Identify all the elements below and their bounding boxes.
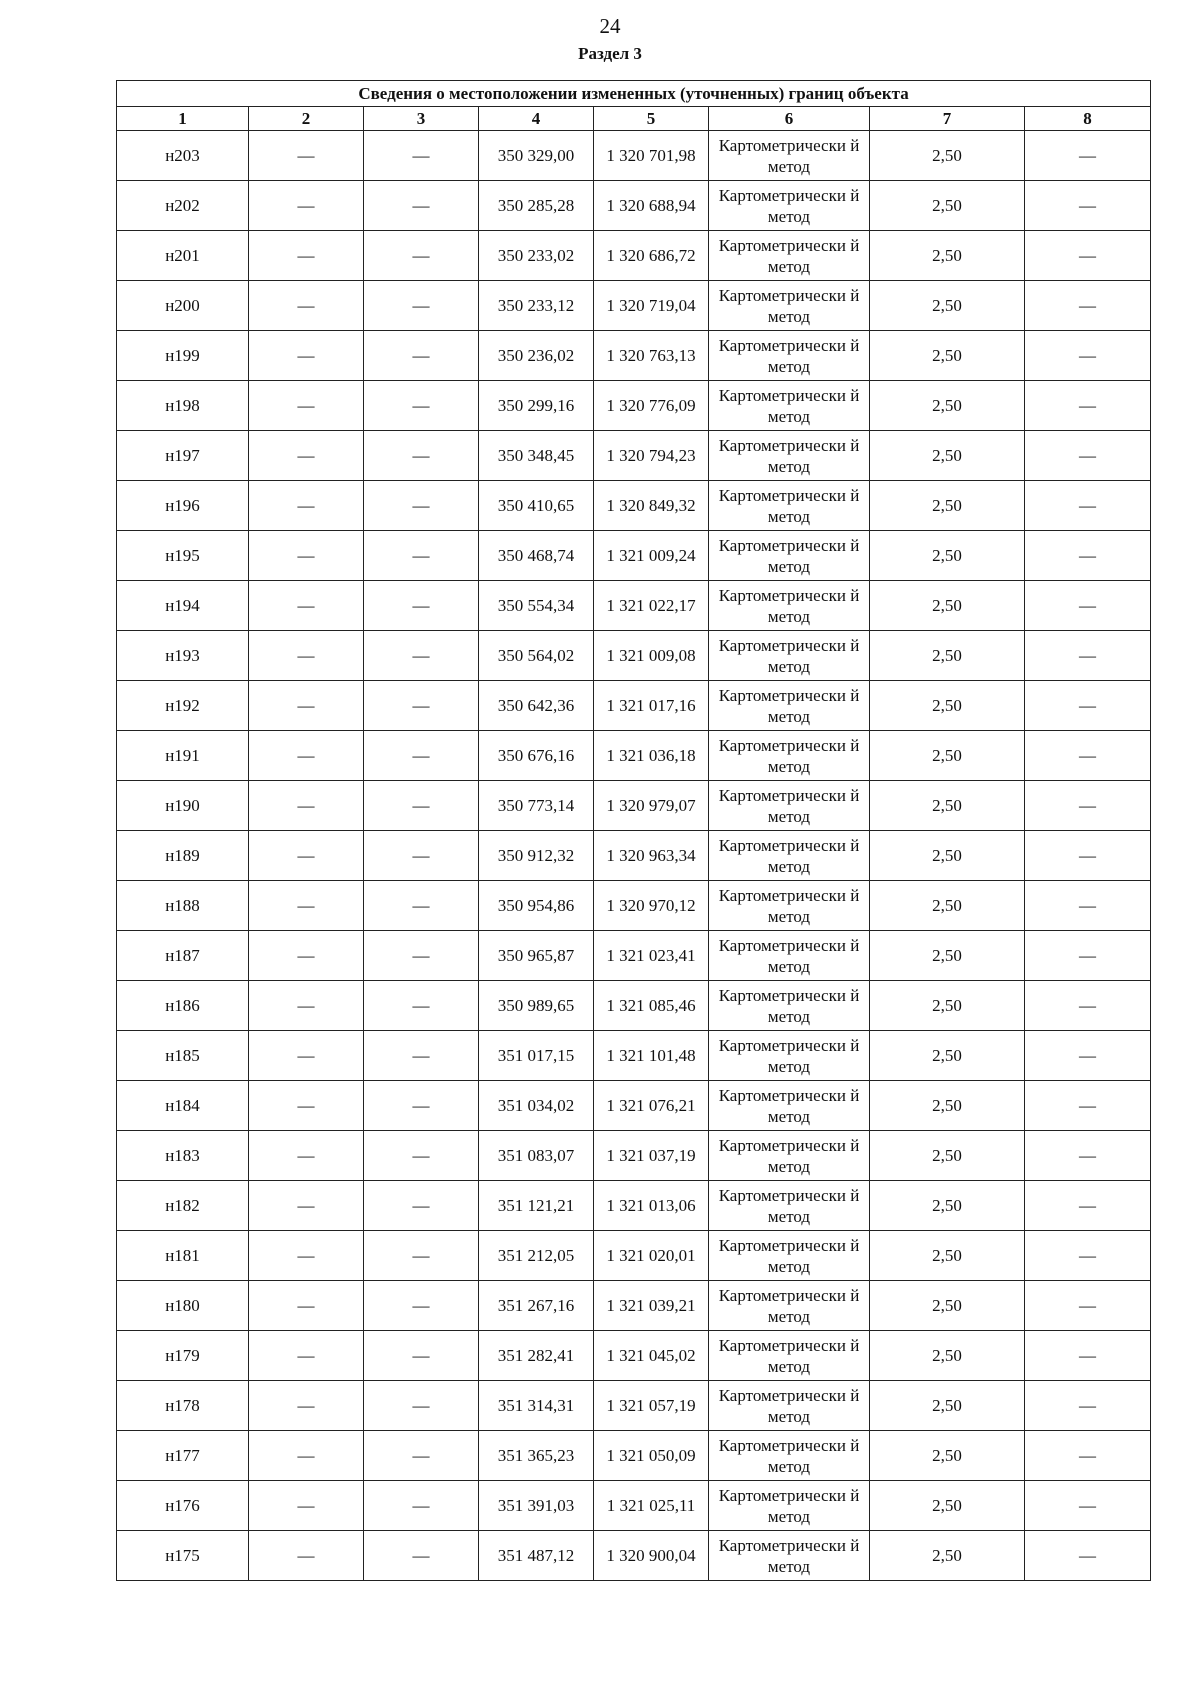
cell-col-2: — xyxy=(249,381,364,431)
cell-x-coordinate: 351 365,23 xyxy=(479,1431,594,1481)
cell-method: Картометрически й метод xyxy=(709,181,870,231)
cell-method: Картометрически й метод xyxy=(709,731,870,781)
cell-y-coordinate: 1 320 849,32 xyxy=(594,481,709,531)
cell-x-coordinate: 351 017,15 xyxy=(479,1031,594,1081)
cell-col-3: — xyxy=(364,1431,479,1481)
cell-accuracy: 2,50 xyxy=(870,831,1025,881)
cell-col-2: — xyxy=(249,631,364,681)
cell-y-coordinate: 1 321 020,01 xyxy=(594,1231,709,1281)
cell-col-8: — xyxy=(1025,481,1151,531)
cell-y-coordinate: 1 320 719,04 xyxy=(594,281,709,331)
column-number-4: 4 xyxy=(479,107,594,131)
cell-y-coordinate: 1 320 900,04 xyxy=(594,1531,709,1581)
cell-y-coordinate: 1 321 085,46 xyxy=(594,981,709,1031)
column-number-5: 5 xyxy=(594,107,709,131)
cell-point-label: н185 xyxy=(117,1031,249,1081)
cell-accuracy: 2,50 xyxy=(870,681,1025,731)
cell-accuracy: 2,50 xyxy=(870,1531,1025,1581)
cell-x-coordinate: 351 314,31 xyxy=(479,1381,594,1431)
cell-point-label: н190 xyxy=(117,781,249,831)
cell-y-coordinate: 1 321 017,16 xyxy=(594,681,709,731)
cell-y-coordinate: 1 320 686,72 xyxy=(594,231,709,281)
cell-col-2: — xyxy=(249,431,364,481)
table-row xyxy=(117,1081,1151,1131)
table-row xyxy=(117,181,1151,231)
cell-point-label: н197 xyxy=(117,431,249,481)
cell-col-8: — xyxy=(1025,731,1151,781)
column-number-2: 2 xyxy=(249,107,364,131)
cell-col-3: — xyxy=(364,781,479,831)
cell-col-8: — xyxy=(1025,331,1151,381)
table-row xyxy=(117,481,1151,531)
cell-col-8: — xyxy=(1025,981,1151,1031)
cell-method: Картометрически й метод xyxy=(709,681,870,731)
cell-accuracy: 2,50 xyxy=(870,1281,1025,1331)
cell-method: Картометрически й метод xyxy=(709,981,870,1031)
cell-col-2: — xyxy=(249,1431,364,1481)
cell-x-coordinate: 350 468,74 xyxy=(479,531,594,581)
table-row xyxy=(117,1331,1151,1381)
cell-col-3: — xyxy=(364,531,479,581)
cell-accuracy: 2,50 xyxy=(870,731,1025,781)
cell-y-coordinate: 1 320 688,94 xyxy=(594,181,709,231)
cell-method: Картометрически й метод xyxy=(709,581,870,631)
cell-y-coordinate: 1 321 101,48 xyxy=(594,1031,709,1081)
cell-col-8: — xyxy=(1025,131,1151,181)
cell-point-label: н198 xyxy=(117,381,249,431)
cell-method: Картометрически й метод xyxy=(709,431,870,481)
cell-col-8: — xyxy=(1025,1381,1151,1431)
column-number-3: 3 xyxy=(364,107,479,131)
cell-col-3: — xyxy=(364,331,479,381)
cell-col-8: — xyxy=(1025,281,1151,331)
cell-accuracy: 2,50 xyxy=(870,1131,1025,1181)
cell-x-coordinate: 350 233,02 xyxy=(479,231,594,281)
cell-col-3: — xyxy=(364,1381,479,1431)
cell-col-3: — xyxy=(364,131,479,181)
cell-col-2: — xyxy=(249,581,364,631)
column-number-8: 8 xyxy=(1025,107,1151,131)
table-caption: Сведения о местоположении измененных (уточненных) границ объекта xyxy=(117,81,1151,107)
cell-point-label: н193 xyxy=(117,631,249,681)
cell-y-coordinate: 1 320 979,07 xyxy=(594,781,709,831)
cell-x-coordinate: 350 954,86 xyxy=(479,881,594,931)
cell-method: Картометрически й метод xyxy=(709,131,870,181)
cell-col-3: — xyxy=(364,381,479,431)
cell-method: Картометрически й метод xyxy=(709,1031,870,1081)
cell-x-coordinate: 350 989,65 xyxy=(479,981,594,1031)
cell-point-label: н196 xyxy=(117,481,249,531)
table-row xyxy=(117,931,1151,981)
cell-col-3: — xyxy=(364,881,479,931)
cell-col-8: — xyxy=(1025,1331,1151,1381)
cell-accuracy: 2,50 xyxy=(870,631,1025,681)
cell-point-label: н186 xyxy=(117,981,249,1031)
cell-method: Картометрически й метод xyxy=(709,331,870,381)
table-body xyxy=(117,131,1151,1581)
cell-point-label: н182 xyxy=(117,1181,249,1231)
cell-x-coordinate: 350 233,12 xyxy=(479,281,594,331)
cell-y-coordinate: 1 321 057,19 xyxy=(594,1381,709,1431)
cell-col-8: — xyxy=(1025,381,1151,431)
cell-col-3: — xyxy=(364,1531,479,1581)
table-row xyxy=(117,981,1151,1031)
cell-col-3: — xyxy=(364,1181,479,1231)
cell-x-coordinate: 350 410,65 xyxy=(479,481,594,531)
cell-x-coordinate: 350 564,02 xyxy=(479,631,594,681)
cell-col-8: — xyxy=(1025,1131,1151,1181)
cell-y-coordinate: 1 321 025,11 xyxy=(594,1481,709,1531)
cell-col-8: — xyxy=(1025,1281,1151,1331)
table-row xyxy=(117,781,1151,831)
column-number-6: 6 xyxy=(709,107,870,131)
cell-col-2: — xyxy=(249,981,364,1031)
cell-x-coordinate: 350 329,00 xyxy=(479,131,594,181)
section-title: Раздел 3 xyxy=(578,44,642,63)
cell-x-coordinate: 350 773,14 xyxy=(479,781,594,831)
table-row xyxy=(117,531,1151,581)
cell-x-coordinate: 350 676,16 xyxy=(479,731,594,781)
cell-accuracy: 2,50 xyxy=(870,981,1025,1031)
table-row xyxy=(117,1231,1151,1281)
cell-col-8: — xyxy=(1025,531,1151,581)
cell-y-coordinate: 1 321 037,19 xyxy=(594,1131,709,1181)
cell-x-coordinate: 351 487,12 xyxy=(479,1531,594,1581)
cell-col-8: — xyxy=(1025,681,1151,731)
cell-x-coordinate: 351 083,07 xyxy=(479,1131,594,1181)
cell-col-3: — xyxy=(364,281,479,331)
table-row xyxy=(117,1431,1151,1481)
cell-accuracy: 2,50 xyxy=(870,881,1025,931)
cell-point-label: н192 xyxy=(117,681,249,731)
table-row xyxy=(117,1181,1151,1231)
cell-col-2: — xyxy=(249,481,364,531)
cell-col-8: — xyxy=(1025,1481,1151,1531)
cell-col-2: — xyxy=(249,1081,364,1131)
cell-col-2: — xyxy=(249,131,364,181)
cell-accuracy: 2,50 xyxy=(870,931,1025,981)
cell-point-label: н184 xyxy=(117,1081,249,1131)
cell-col-8: — xyxy=(1025,231,1151,281)
table-row xyxy=(117,131,1151,181)
cell-accuracy: 2,50 xyxy=(870,531,1025,581)
cell-col-8: — xyxy=(1025,931,1151,981)
column-number-row xyxy=(117,107,1151,131)
cell-method: Картометрически й метод xyxy=(709,281,870,331)
cell-method: Картометрически й метод xyxy=(709,831,870,881)
cell-col-2: — xyxy=(249,681,364,731)
cell-accuracy: 2,50 xyxy=(870,481,1025,531)
cell-y-coordinate: 1 321 076,21 xyxy=(594,1081,709,1131)
cell-col-8: — xyxy=(1025,631,1151,681)
cell-accuracy: 2,50 xyxy=(870,1231,1025,1281)
cell-y-coordinate: 1 321 050,09 xyxy=(594,1431,709,1481)
cell-col-3: — xyxy=(364,1331,479,1381)
cell-y-coordinate: 1 321 022,17 xyxy=(594,581,709,631)
cell-col-3: — xyxy=(364,581,479,631)
cell-col-3: — xyxy=(364,831,479,881)
cell-method: Картометрически й метод xyxy=(709,1131,870,1181)
cell-point-label: н203 xyxy=(117,131,249,181)
cell-col-2: — xyxy=(249,1531,364,1581)
cell-col-8: — xyxy=(1025,1031,1151,1081)
cell-method: Картометрически й метод xyxy=(709,481,870,531)
cell-col-3: — xyxy=(364,231,479,281)
cell-col-2: — xyxy=(249,331,364,381)
cell-x-coordinate: 350 554,34 xyxy=(479,581,594,631)
cell-y-coordinate: 1 321 023,41 xyxy=(594,931,709,981)
cell-col-8: — xyxy=(1025,781,1151,831)
cell-x-coordinate: 351 034,02 xyxy=(479,1081,594,1131)
cell-y-coordinate: 1 321 009,24 xyxy=(594,531,709,581)
cell-accuracy: 2,50 xyxy=(870,1031,1025,1081)
cell-col-2: — xyxy=(249,1331,364,1381)
cell-col-8: — xyxy=(1025,431,1151,481)
cell-accuracy: 2,50 xyxy=(870,1481,1025,1531)
cell-col-3: — xyxy=(364,1281,479,1331)
cell-method: Картометрически й метод xyxy=(709,231,870,281)
cell-accuracy: 2,50 xyxy=(870,1331,1025,1381)
cell-col-8: — xyxy=(1025,1431,1151,1481)
cell-col-2: — xyxy=(249,231,364,281)
cell-y-coordinate: 1 321 009,08 xyxy=(594,631,709,681)
cell-col-2: — xyxy=(249,731,364,781)
cell-x-coordinate: 350 348,45 xyxy=(479,431,594,481)
cell-point-label: н175 xyxy=(117,1531,249,1581)
cell-col-3: — xyxy=(364,931,479,981)
cell-col-3: — xyxy=(364,181,479,231)
cell-col-2: — xyxy=(249,1031,364,1081)
cell-x-coordinate: 351 121,21 xyxy=(479,1181,594,1231)
cell-col-3: — xyxy=(364,681,479,731)
boundary-coordinates-table xyxy=(116,80,1151,1581)
cell-col-3: — xyxy=(364,1131,479,1181)
cell-col-2: — xyxy=(249,831,364,881)
cell-method: Картометрически й метод xyxy=(709,1231,870,1281)
table-row xyxy=(117,331,1151,381)
table-row xyxy=(117,681,1151,731)
table-row xyxy=(117,631,1151,681)
cell-col-3: — xyxy=(364,631,479,681)
cell-method: Картометрически й метод xyxy=(709,1531,870,1581)
cell-col-8: — xyxy=(1025,831,1151,881)
cell-y-coordinate: 1 321 036,18 xyxy=(594,731,709,781)
table-row xyxy=(117,831,1151,881)
cell-col-2: — xyxy=(249,281,364,331)
cell-x-coordinate: 351 212,05 xyxy=(479,1231,594,1281)
cell-col-2: — xyxy=(249,1281,364,1331)
cell-x-coordinate: 350 236,02 xyxy=(479,331,594,381)
cell-y-coordinate: 1 320 763,13 xyxy=(594,331,709,381)
cell-method: Картометрически й метод xyxy=(709,931,870,981)
cell-accuracy: 2,50 xyxy=(870,1431,1025,1481)
cell-x-coordinate: 350 642,36 xyxy=(479,681,594,731)
cell-method: Картометрически й метод xyxy=(709,631,870,681)
cell-point-label: н189 xyxy=(117,831,249,881)
cell-x-coordinate: 350 912,32 xyxy=(479,831,594,881)
cell-col-2: — xyxy=(249,1481,364,1531)
cell-col-3: — xyxy=(364,1031,479,1081)
cell-accuracy: 2,50 xyxy=(870,1081,1025,1131)
cell-point-label: н180 xyxy=(117,1281,249,1331)
cell-col-2: — xyxy=(249,1181,364,1231)
cell-col-3: — xyxy=(364,1231,479,1281)
cell-x-coordinate: 351 391,03 xyxy=(479,1481,594,1531)
cell-method: Картометрически й метод xyxy=(709,1081,870,1131)
cell-col-8: — xyxy=(1025,1081,1151,1131)
cell-col-8: — xyxy=(1025,581,1151,631)
cell-point-label: н194 xyxy=(117,581,249,631)
cell-method: Картометрически й метод xyxy=(709,381,870,431)
cell-accuracy: 2,50 xyxy=(870,331,1025,381)
cell-col-8: — xyxy=(1025,1531,1151,1581)
cell-method: Картометрически й метод xyxy=(709,881,870,931)
cell-method: Картометрически й метод xyxy=(709,1481,870,1531)
cell-col-3: — xyxy=(364,1081,479,1131)
cell-x-coordinate: 350 285,28 xyxy=(479,181,594,231)
cell-y-coordinate: 1 320 963,34 xyxy=(594,831,709,881)
cell-point-label: н176 xyxy=(117,1481,249,1531)
cell-x-coordinate: 350 965,87 xyxy=(479,931,594,981)
cell-accuracy: 2,50 xyxy=(870,181,1025,231)
cell-y-coordinate: 1 321 039,21 xyxy=(594,1281,709,1331)
cell-method: Картометрически й метод xyxy=(709,1381,870,1431)
cell-accuracy: 2,50 xyxy=(870,781,1025,831)
cell-col-3: — xyxy=(364,481,479,531)
cell-point-label: н188 xyxy=(117,881,249,931)
cell-point-label: н187 xyxy=(117,931,249,981)
table-row xyxy=(117,381,1151,431)
cell-x-coordinate: 350 299,16 xyxy=(479,381,594,431)
cell-accuracy: 2,50 xyxy=(870,1181,1025,1231)
cell-col-2: — xyxy=(249,881,364,931)
cell-col-2: — xyxy=(249,1231,364,1281)
cell-point-label: н179 xyxy=(117,1331,249,1381)
cell-col-2: — xyxy=(249,1381,364,1431)
cell-y-coordinate: 1 321 045,02 xyxy=(594,1331,709,1381)
cell-col-3: — xyxy=(364,981,479,1031)
cell-col-2: — xyxy=(249,181,364,231)
cell-point-label: н201 xyxy=(117,231,249,281)
table-row xyxy=(117,1281,1151,1331)
table-row xyxy=(117,1531,1151,1581)
cell-col-3: — xyxy=(364,731,479,781)
table-row xyxy=(117,231,1151,281)
page-number: 24 xyxy=(599,14,621,38)
table-row xyxy=(117,881,1151,931)
cell-accuracy: 2,50 xyxy=(870,131,1025,181)
table-row xyxy=(117,1381,1151,1431)
cell-point-label: н178 xyxy=(117,1381,249,1431)
column-number-1: 1 xyxy=(117,107,249,131)
cell-y-coordinate: 1 320 970,12 xyxy=(594,881,709,931)
cell-col-8: — xyxy=(1025,1231,1151,1281)
cell-col-8: — xyxy=(1025,881,1151,931)
cell-accuracy: 2,50 xyxy=(870,431,1025,481)
cell-col-3: — xyxy=(364,431,479,481)
cell-point-label: н200 xyxy=(117,281,249,331)
cell-method: Картометрически й метод xyxy=(709,1281,870,1331)
cell-accuracy: 2,50 xyxy=(870,1381,1025,1431)
table-row xyxy=(117,1131,1151,1181)
cell-point-label: н202 xyxy=(117,181,249,231)
cell-method: Картометрически й метод xyxy=(709,781,870,831)
cell-point-label: н199 xyxy=(117,331,249,381)
table-row xyxy=(117,281,1151,331)
cell-col-8: — xyxy=(1025,181,1151,231)
cell-accuracy: 2,50 xyxy=(870,581,1025,631)
table-row xyxy=(117,1031,1151,1081)
cell-y-coordinate: 1 320 776,09 xyxy=(594,381,709,431)
cell-x-coordinate: 351 267,16 xyxy=(479,1281,594,1331)
table-row xyxy=(117,731,1151,781)
cell-col-8: — xyxy=(1025,1181,1151,1231)
cell-x-coordinate: 351 282,41 xyxy=(479,1331,594,1381)
cell-point-label: н195 xyxy=(117,531,249,581)
cell-method: Картометрически й метод xyxy=(709,1331,870,1381)
cell-y-coordinate: 1 320 794,23 xyxy=(594,431,709,481)
cell-point-label: н177 xyxy=(117,1431,249,1481)
cell-y-coordinate: 1 320 701,98 xyxy=(594,131,709,181)
cell-accuracy: 2,50 xyxy=(870,281,1025,331)
cell-point-label: н183 xyxy=(117,1131,249,1181)
table-row xyxy=(117,1481,1151,1531)
cell-col-2: — xyxy=(249,531,364,581)
cell-col-2: — xyxy=(249,781,364,831)
cell-point-label: н191 xyxy=(117,731,249,781)
cell-point-label: н181 xyxy=(117,1231,249,1281)
cell-accuracy: 2,50 xyxy=(870,381,1025,431)
cell-method: Картометрически й метод xyxy=(709,531,870,581)
cell-col-2: — xyxy=(249,1131,364,1181)
cell-col-3: — xyxy=(364,1481,479,1531)
cell-y-coordinate: 1 321 013,06 xyxy=(594,1181,709,1231)
column-number-7: 7 xyxy=(870,107,1025,131)
table-row xyxy=(117,431,1151,481)
cell-method: Картометрически й метод xyxy=(709,1431,870,1481)
cell-col-2: — xyxy=(249,931,364,981)
table-row xyxy=(117,581,1151,631)
cell-accuracy: 2,50 xyxy=(870,231,1025,281)
cell-method: Картометрически й метод xyxy=(709,1181,870,1231)
